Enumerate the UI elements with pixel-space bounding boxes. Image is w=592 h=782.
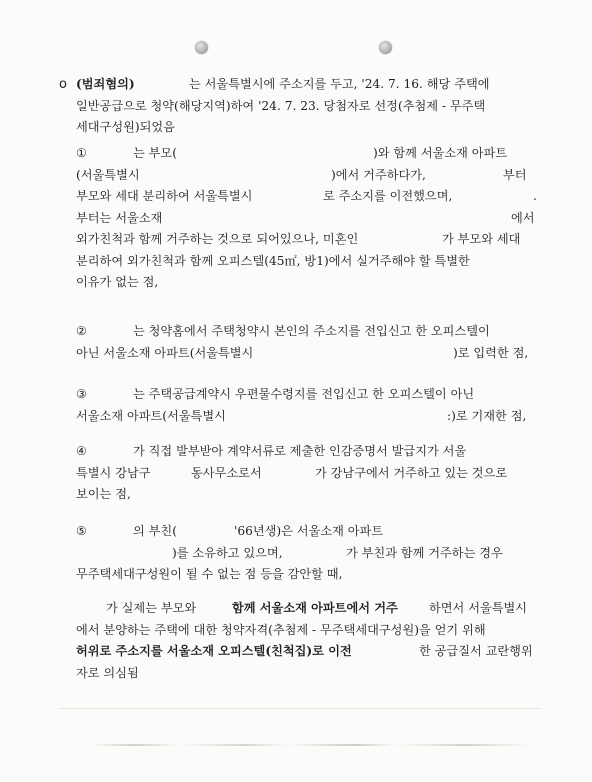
item-5	[76, 521, 546, 586]
item-1-line-4a: 부터는 서울소재	[76, 210, 163, 225]
item-2-line-2a: 아닌 서울소재 아파트(서울특별시	[76, 345, 254, 360]
item-5-line-3: 무주택세대구성원이 될 수 없는 점 등을 감안할 때,	[76, 567, 343, 581]
intro-line-2: 일반공급으로 청약(해당지역)하여 '24. 7. 23. 당첨자로 선정(추첨제 - 무주택	[76, 98, 486, 113]
item-5-line-2a: )를 소유하고 있으며,	[172, 545, 283, 560]
item-3-line-2a: 서울소재 아파트(서울특별시	[76, 408, 226, 423]
item-1-line-2b: )에서 거주하다가,	[331, 167, 426, 182]
intro-paragraph	[76, 74, 546, 139]
conclusion-line-3b: 한 공급질서 교란행위	[419, 644, 533, 658]
item-5-line-2b: 가 부친과 함께 거주하는 경우	[346, 545, 503, 560]
item-2-number: ②	[76, 324, 87, 338]
scan-artifact-line	[60, 708, 540, 709]
scan-artifact-line	[90, 744, 530, 746]
conclusion-line-1b: 함께 서울소재 아파트에서 거주	[232, 601, 398, 615]
item-3-number: ③	[76, 387, 87, 401]
item-1-line-7: 이유가 없는 점,	[76, 275, 159, 289]
item-2	[76, 321, 546, 364]
item-1-line-2c: 부터	[503, 167, 527, 182]
item-4-line-2a: 특별시 강남구	[76, 465, 151, 480]
bullet-marker: o	[59, 77, 67, 92]
item-1-number: ①	[76, 146, 87, 160]
item-4	[76, 441, 546, 506]
item-3	[76, 384, 546, 427]
item-4-line-3: 보이는 점,	[76, 487, 131, 501]
crime-suspicion-label: (범죄혐의)	[76, 77, 135, 91]
item-1-line-3c: .	[533, 189, 537, 203]
conclusion-line-3a: 허위로 주소지를 서울소재 오피스텔(친척집)로 이전	[76, 644, 352, 658]
conclusion-line-2: 에서 분양하는 주택에 대한 청약자격(추첨제 - 무주택세대구성원)을 얻기 위해	[76, 622, 486, 637]
intro-line-3: 세대구성원)되었음	[76, 120, 175, 134]
item-1	[76, 143, 546, 294]
item-4-line-1: 가 직접 발부받아 계약서류로 제출한 인감증명서 발급지가 서울	[133, 444, 467, 458]
item-4-number: ④	[76, 444, 87, 458]
punch-hole-left	[195, 41, 208, 54]
item-5-line-1a: 의 부친(	[133, 524, 177, 538]
item-1-line-3b: 로 주소지를 이전했으며,	[323, 189, 453, 203]
conclusion	[76, 598, 546, 684]
item-1-line-6: 분리하여 외가친척과 함께 오피스텔(45㎡, 방1)에서 실거주해야 할 특별한	[76, 253, 470, 268]
conclusion-line-4: 자로 의심됨	[76, 665, 139, 680]
item-2-line-2b: )로 입력한 점,	[453, 345, 529, 360]
item-1-line-1a: 는 부모(	[133, 146, 177, 160]
item-1-line-4b: 에서	[511, 210, 535, 225]
item-1-line-1b: )와 함께 서울소재 아파트	[373, 146, 508, 160]
item-1-line-5b: 가 부모와 세대	[442, 232, 521, 246]
item-5-line-1b: '66년생)은 서울소재 아파트	[234, 524, 384, 538]
item-4-line-2b: 동사무소로서	[191, 465, 262, 480]
punch-hole-right	[379, 41, 392, 54]
item-3-line-2b: :)로 기재한 점,	[447, 408, 527, 423]
conclusion-line-1a: 가 실제는 부모와	[106, 601, 197, 615]
item-1-line-5: 외가친척과 함께 거주하는 것으로 되어있으나, 미혼인	[76, 232, 359, 246]
item-2-line-1: 는 청약홈에서 주택청약시 본인의 주소지를 전입신고 한 오피스텔이	[133, 324, 490, 338]
conclusion-line-1c: 하면서 서울특별시	[429, 601, 528, 615]
item-1-line-3a: 부모와 세대 분리하여 서울특별시	[76, 189, 253, 203]
item-1-line-2a: (서울특별시	[76, 167, 140, 182]
item-4-line-2c: 가 강남구에서 거주하고 있는 것으로	[315, 465, 508, 480]
intro-line-1: 는 서울특별시에 주소지를 두고, '24. 7. 16. 해당 주택에	[189, 77, 490, 91]
item-5-number: ⑤	[76, 524, 87, 538]
item-3-line-1: 는 주택공급계약시 우편물수령지를 전입신고 한 오피스텔이 아닌	[133, 387, 475, 401]
